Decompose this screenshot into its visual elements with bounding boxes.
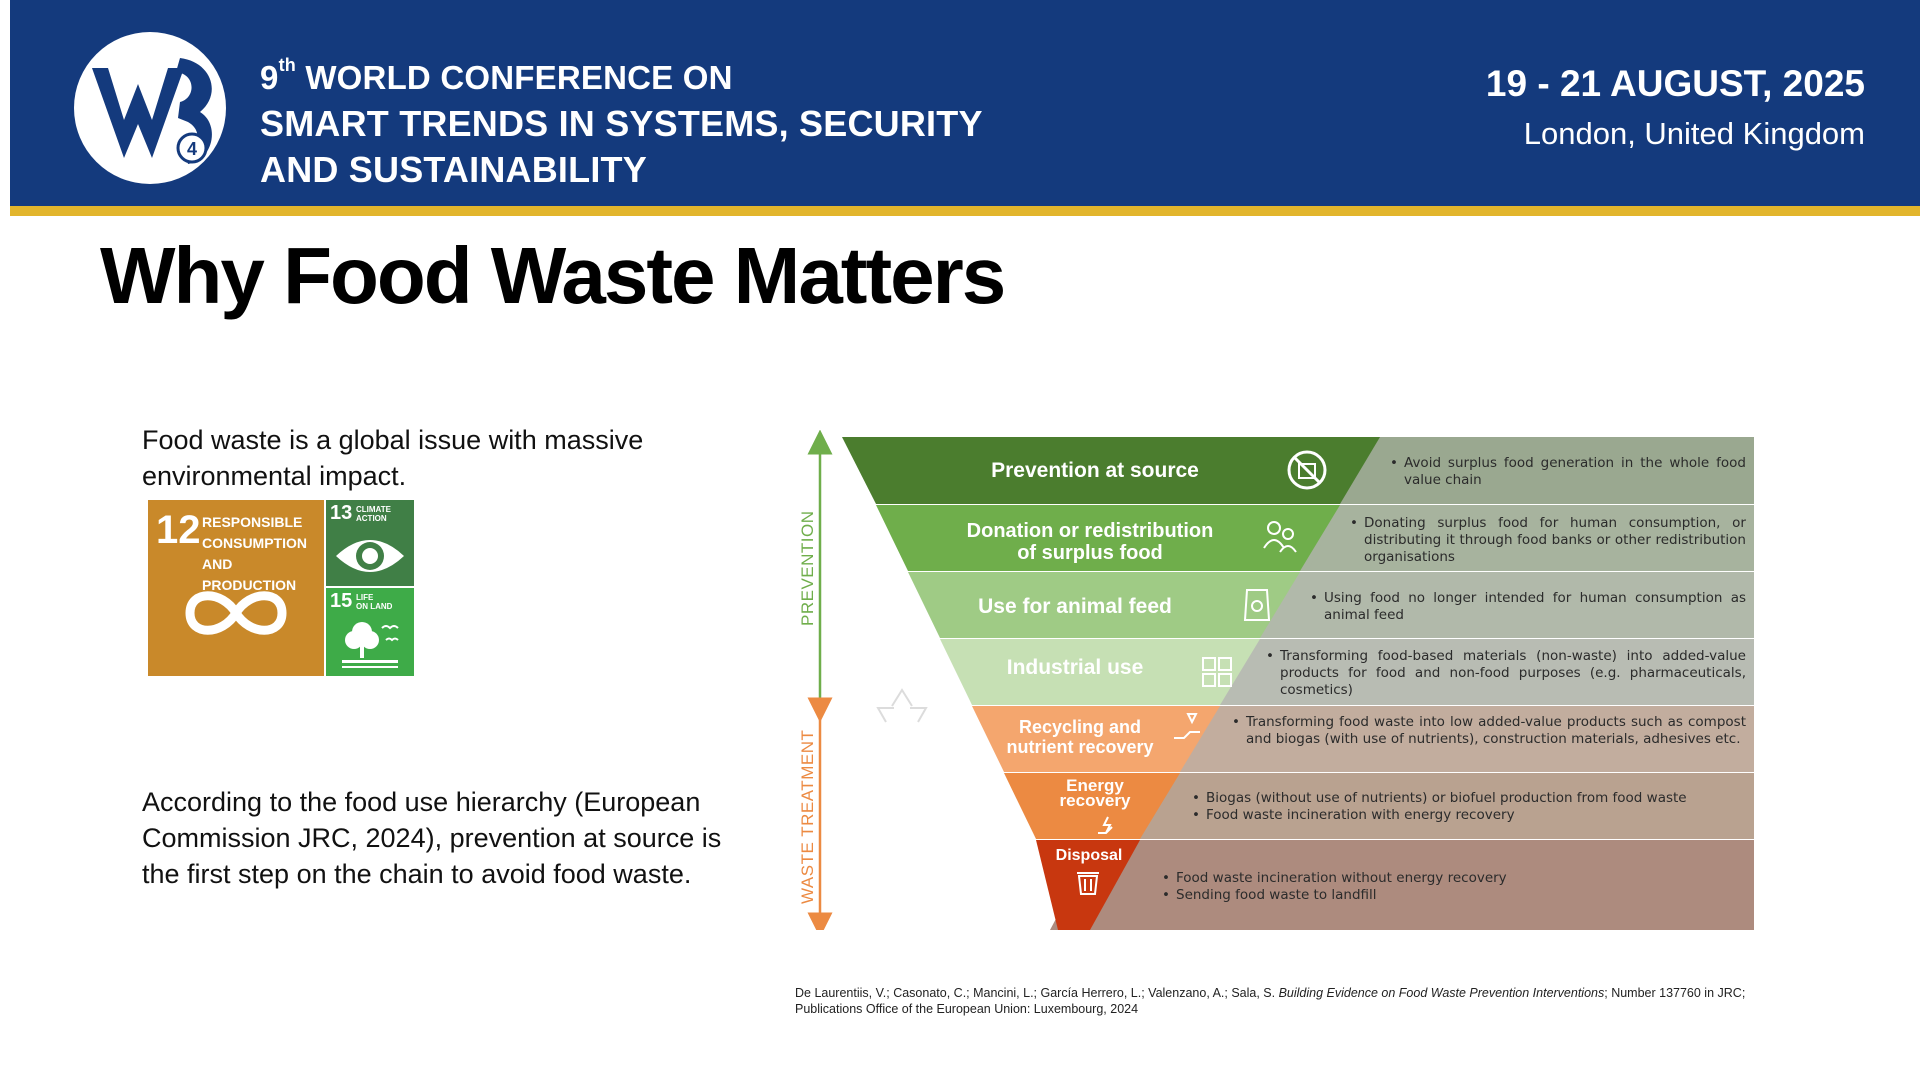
level-3-label: Use for animal feed (978, 595, 1172, 618)
waste-treatment-side-label: WASTE TREATMENT (798, 729, 817, 904)
citation: De Laurentiis, V.; Casonato, C.; Mancini, L.; García Herrero, L.; Valenzano, A.; Sala, S. Building Evidence on Food Waste Prevention Interventions; Number 137760 in JRC; Publications Office of the European Union: Luxembourg, 2024 (795, 986, 1746, 1016)
conference-dates: 19 - 21 AUGUST, 2025 (1485, 63, 1865, 104)
recycle-watermark-icon (878, 690, 926, 722)
intro-paragraph: Food waste is a global issue with massive environmental impact. (142, 425, 644, 491)
level-2-label: Donation or redistribution of surplus food (966, 520, 1214, 564)
food-use-hierarchy-diagram (790, 430, 1770, 930)
sdg-12-tile: 12 RESPONSIBLE CONSUMPTION AND PRODUCTION (148, 500, 324, 676)
slide-title: Why Food Waste Matters (100, 231, 1005, 320)
level-3-description: • Using food no longer intended for human consumption as animal feed (1308, 590, 1746, 624)
level-1-description: • Avoid surplus food generation in the whole food value chain (1388, 455, 1746, 489)
level-7-label: Disposal (1055, 847, 1123, 864)
tree-birds-icon (326, 588, 414, 676)
sdg-13-tile: 13 CLIMATE ACTION (326, 500, 414, 586)
conference-date-location (1486, 58, 1865, 158)
prevention-side-label: PREVENTION (798, 510, 817, 626)
level-6-label: Energy recovery (1059, 776, 1131, 810)
level-5-label: Recycling and nutrient recovery (1006, 717, 1154, 757)
level-7-description: • Food waste incineration without energy recovery • Sending food waste to landfill (1160, 870, 1746, 904)
conference-logo (72, 28, 232, 188)
sdg-15-tile: 15 LIFE ON LAND (326, 588, 414, 676)
level-5-description: • Transforming food waste into low added-value products such as compost and biogas (with use of nutrients), construction materials, adhesives etc. (1230, 714, 1746, 748)
svg-text:4: 4 (186, 139, 198, 159)
level-1-label: Prevention at source (991, 459, 1199, 482)
level-6-description: • Biogas (without use of nutrients) or biofuel production from food waste • Food waste incineration with energy recovery (1190, 790, 1746, 824)
conference-location: London, United Kingdom (1523, 116, 1865, 151)
level-4-label: Industrial use (1006, 656, 1144, 679)
header-accent-bar (10, 206, 1920, 216)
level-2-description: • Donating surplus food for human consumption, or distributing it through food banks or other redistribution organisations (1348, 515, 1746, 566)
level-4-description: • Transforming food-based materials (non-waste) into added-value products for food and non-food purposes (e.g. pharmaceuticals, cosmetics) (1264, 648, 1746, 699)
conference-header (10, 0, 1920, 206)
eye-globe-icon (326, 500, 414, 586)
infinity-loop-icon (178, 580, 294, 646)
hierarchy-paragraph: According to the food use hierarchy (European Commission JRC, 2024), prevention at source is the first step on the chain to avoid food waste. (142, 787, 722, 889)
conference-title: 9th WORLD CONFERENCE ON SMART TRENDS IN SYSTEMS, SECURITY AND SUSTAINABILITY (260, 55, 983, 190)
